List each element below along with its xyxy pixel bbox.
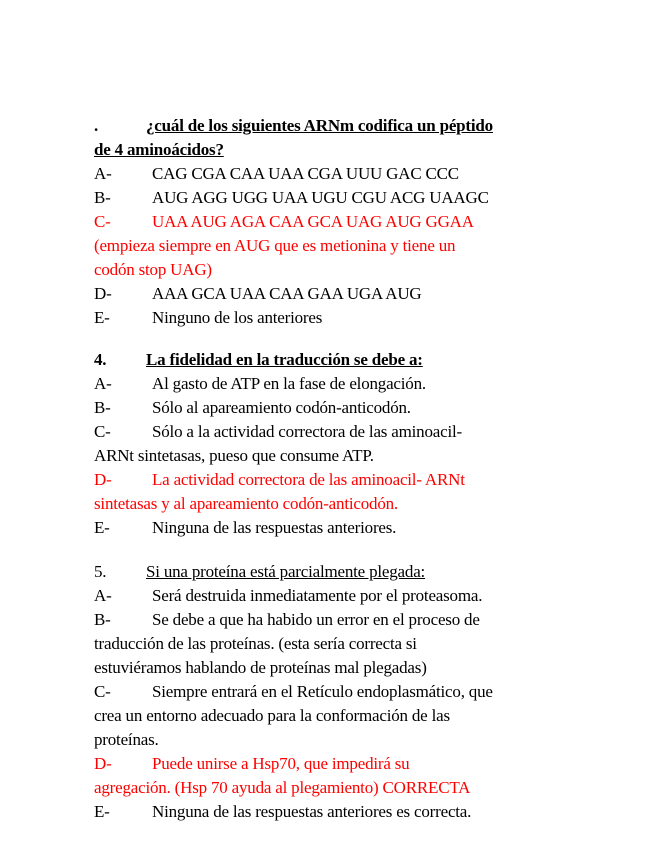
question-5-option-d-line-2: agregación. (Hsp 70 ayuda al plegamiento) CORRECTA bbox=[94, 778, 471, 797]
option-text: AUG AGG UGG UAA UGU CGU ACG UAAGC bbox=[152, 188, 489, 207]
question-3-note-line-2: codón stop UAG) bbox=[94, 260, 212, 279]
option-text: Sólo a la actividad correctora de las aminoacil- bbox=[152, 422, 462, 441]
option-letter: B- bbox=[94, 610, 111, 629]
option-text: Será destruida inmediatamente por el proteasoma. bbox=[152, 586, 483, 605]
option-letter: C- bbox=[94, 212, 111, 231]
question-5-option-b bbox=[94, 608, 480, 632]
question-5-option-b-line-2: traducción de las proteínas. (esta sería correcta si bbox=[94, 634, 417, 653]
option-text: Ninguno de los anteriores bbox=[152, 308, 323, 327]
question-5-option-b-line-3: estuviéramos hablando de proteínas mal plegadas) bbox=[94, 658, 427, 677]
option-letter: B- bbox=[94, 398, 111, 417]
question-4-title: La fidelidad en la traducción se debe a: bbox=[146, 350, 423, 369]
option-letter: B- bbox=[94, 188, 111, 207]
option-letter: E- bbox=[94, 308, 110, 327]
option-text: Ninguna de las respuestas anteriores. bbox=[152, 518, 397, 537]
option-text: AAA GCA UAA CAA GAA UGA AUG bbox=[152, 284, 422, 303]
question-3-option-a bbox=[94, 162, 459, 186]
option-text: La actividad correctora de las aminoacil- ARNt bbox=[152, 470, 465, 489]
question-4-option-c-line-2: ARNt sintetasas, pueso que consume ATP. bbox=[94, 446, 374, 465]
option-letter: A- bbox=[94, 374, 112, 393]
question-5-title: Si una proteína está parcialmente plegada: bbox=[146, 562, 426, 581]
question-5-option-a bbox=[94, 584, 482, 608]
option-text: Siempre entrará en el Retículo endoplasmático, que bbox=[152, 682, 493, 701]
question-5-option-d-correct bbox=[94, 752, 409, 776]
option-letter: D- bbox=[94, 754, 112, 773]
question-5-option-c-line-2: crea un entorno adecuado para la conformación de las bbox=[94, 706, 450, 725]
question-4-option-a bbox=[94, 372, 426, 396]
question-3-note-line-1: (empieza siempre en AUG que es metionina y tiene un bbox=[94, 236, 456, 255]
question-3-title: ¿cuál de los siguientes ARNm codifica un péptido bbox=[146, 116, 493, 135]
option-text: Puede unirse a Hsp70, que impedirá su bbox=[152, 754, 410, 773]
option-letter: E- bbox=[94, 518, 110, 537]
option-letter: D- bbox=[94, 470, 112, 489]
option-letter: E- bbox=[94, 802, 110, 821]
question-4-option-b bbox=[94, 396, 411, 420]
option-letter: C- bbox=[94, 682, 111, 701]
option-text: Al gasto de ATP en la fase de elongación. bbox=[152, 374, 426, 393]
option-text: Ninguna de las respuestas anteriores es correcta. bbox=[152, 802, 472, 821]
option-text: UAA AUG AGA CAA GCA UAG AUG GGAA bbox=[152, 212, 474, 231]
question-3-option-e bbox=[94, 306, 322, 330]
question-5-number: 5. bbox=[94, 562, 107, 581]
option-text: CAG CGA CAA UAA CGA UUU GAC CCC bbox=[152, 164, 459, 183]
question-4-option-e bbox=[94, 516, 396, 540]
option-letter: A- bbox=[94, 164, 112, 183]
question-5-title-line bbox=[94, 560, 425, 584]
question-3-option-b bbox=[94, 186, 489, 210]
question-4-option-d-line-2: sintetasas y al apareamiento codón-anticodón. bbox=[94, 494, 398, 513]
option-letter: C- bbox=[94, 422, 111, 441]
question-3-title-line-2: de 4 aminoácidos? bbox=[94, 140, 224, 159]
question-3-option-d bbox=[94, 282, 421, 306]
option-letter: A- bbox=[94, 586, 112, 605]
question-3-option-c-correct bbox=[94, 210, 474, 234]
question-4-title-line bbox=[94, 348, 423, 372]
question-4-option-c bbox=[94, 420, 462, 444]
question-3-title-line-1 bbox=[94, 114, 493, 138]
question-5-option-e bbox=[94, 800, 471, 824]
question-5-option-c-line-3: proteínas. bbox=[94, 730, 159, 749]
question-4-number: 4. bbox=[94, 350, 107, 369]
question-3-number: . bbox=[94, 116, 99, 135]
question-5-option-c bbox=[94, 680, 493, 704]
question-4-option-d-correct bbox=[94, 468, 465, 492]
option-letter: D- bbox=[94, 284, 112, 303]
option-text: Sólo al apareamiento codón-anticodón. bbox=[152, 398, 411, 417]
option-text: Se debe a que ha habido un error en el proceso de bbox=[152, 610, 480, 629]
